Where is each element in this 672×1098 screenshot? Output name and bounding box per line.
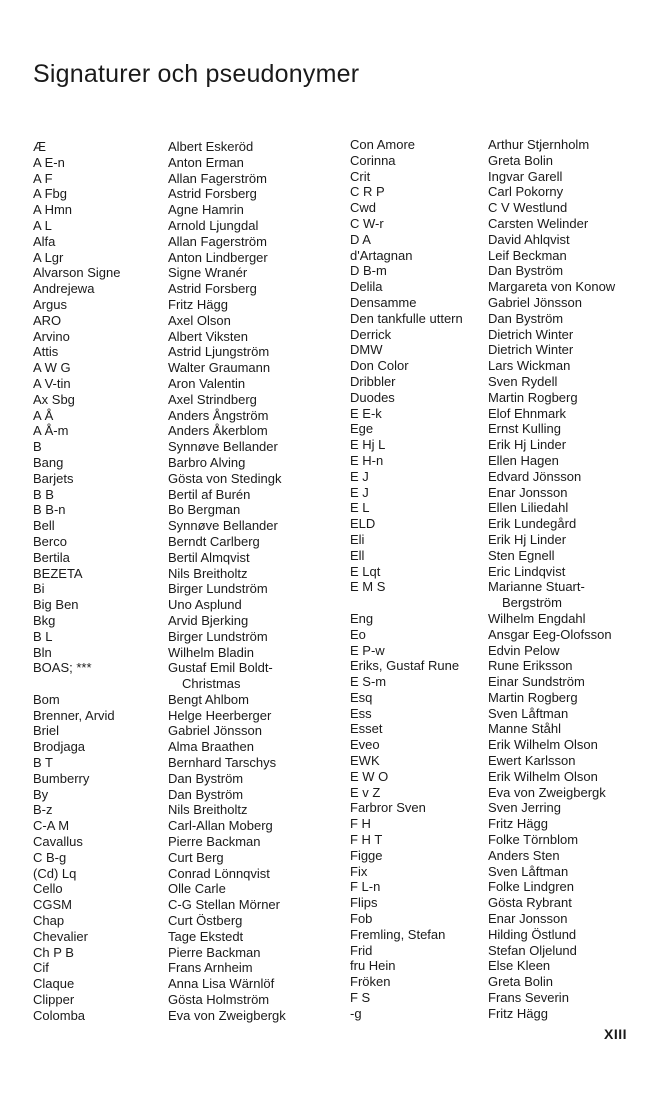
left-signatures-column bbox=[33, 139, 120, 1024]
author-name: Albert Eskeröd bbox=[168, 139, 254, 154]
signature-entry: Ess bbox=[350, 705, 372, 721]
author-name: Carsten Welinder bbox=[488, 215, 589, 231]
author-name: Gösta Holmström bbox=[168, 992, 270, 1008]
signature-entry: Eli bbox=[350, 531, 365, 547]
author-name: Elof Ehnmark bbox=[488, 405, 567, 421]
author-name: Anders Sten bbox=[488, 847, 560, 863]
author-name: Lars Wickman bbox=[488, 358, 571, 374]
author-name: Curt Östberg bbox=[168, 913, 243, 929]
author-name: Anders Ångström bbox=[168, 407, 269, 423]
author-name: Gösta von Stedingk bbox=[168, 470, 282, 486]
author-name: Conrad Lönnqvist bbox=[168, 865, 270, 881]
signature-entry: Figge bbox=[350, 847, 383, 863]
signature-entry: E P-w bbox=[350, 642, 385, 658]
author-name: Enar Jonsson bbox=[488, 911, 568, 927]
signature-entry: BEZETA bbox=[33, 565, 83, 581]
signature-entry: E Lqt bbox=[350, 563, 381, 579]
signature-entry: Fob bbox=[350, 911, 373, 927]
signature-entry: Con Amore bbox=[350, 137, 416, 152]
author-name: Leif Beckman bbox=[488, 247, 567, 263]
author-name: Carl Pokorny bbox=[488, 184, 564, 200]
author-name: Ingvar Garell bbox=[488, 168, 563, 184]
signature-entry: Alfa bbox=[33, 233, 56, 249]
author-name: Edvin Pelow bbox=[488, 642, 560, 658]
signature-entry: Colomba bbox=[33, 1007, 86, 1023]
signature-entry: Don Color bbox=[350, 358, 409, 374]
signature-entry: Derrick bbox=[350, 326, 392, 342]
author-name: Erik Lundegård bbox=[488, 516, 577, 532]
author-name: Margareta von Konow bbox=[488, 279, 616, 295]
author-name: Axel Olson bbox=[168, 312, 231, 328]
author-name: Ewert Karlsson bbox=[488, 753, 576, 769]
author-name: Folke Lindgren bbox=[488, 879, 574, 895]
author-name: Allan Fagerström bbox=[168, 170, 267, 186]
signature-entry: A Hmn bbox=[33, 202, 73, 218]
signature-entry: Densamme bbox=[350, 294, 417, 310]
signature-entry: Cello bbox=[33, 881, 63, 897]
author-name: Carl-Allan Moberg bbox=[168, 818, 273, 834]
signature-entry: Dribbler bbox=[350, 373, 396, 389]
signature-entry: d'Artagnan bbox=[350, 247, 413, 263]
signature-entry: EWK bbox=[350, 753, 380, 769]
author-name: Ellen Hagen bbox=[488, 452, 559, 468]
author-name: Nils Breitholtz bbox=[168, 565, 248, 581]
author-name: Ernst Kulling bbox=[488, 421, 561, 437]
signature-entry: A L bbox=[33, 217, 52, 233]
author-name: Astrid Forsberg bbox=[168, 281, 257, 297]
author-name: Eva von Zweigbergk bbox=[168, 1007, 286, 1023]
signature-entry: Cif bbox=[33, 960, 49, 976]
signature-entry: F S bbox=[350, 990, 371, 1006]
author-name: Sven Låftman bbox=[488, 705, 569, 721]
signature-entry: Fix bbox=[350, 863, 368, 879]
signature-entry: C-A M bbox=[33, 818, 70, 834]
author-name: C V Westlund bbox=[488, 200, 568, 216]
signature-entry: Æ bbox=[33, 139, 46, 154]
signature-entry: A Å-m bbox=[33, 423, 69, 439]
signature-entry: Alvarson Signe bbox=[33, 265, 121, 281]
signature-entry: Den tankfulle uttern bbox=[350, 310, 463, 326]
signature-entry: B B bbox=[33, 486, 54, 502]
signature-entry: A Å bbox=[33, 407, 54, 423]
signature-entry: Attis bbox=[33, 344, 59, 360]
author-name: Anders Åkerblom bbox=[168, 423, 268, 439]
author-name: Albert Viksten bbox=[168, 328, 248, 344]
author-name: Anton Lindberger bbox=[168, 249, 268, 265]
signature-entry: Duodes bbox=[350, 389, 395, 405]
signature-entry: E J bbox=[350, 468, 369, 484]
signature-entry: C R P bbox=[350, 184, 385, 200]
signature-entry: E v Z bbox=[350, 784, 381, 800]
author-name: Walter Graumann bbox=[168, 360, 271, 376]
author-name: Arvid Bjerking bbox=[168, 612, 249, 628]
author-name: Astrid Forsberg bbox=[168, 186, 257, 202]
author-name: Aron Valentin bbox=[168, 375, 246, 391]
signature-entry: Eng bbox=[350, 610, 374, 626]
author-name: Astrid Ljungström bbox=[168, 344, 270, 360]
signature-entry: Flips bbox=[350, 895, 378, 911]
signature-entry: C B-g bbox=[33, 849, 67, 865]
author-name: Dan Byström bbox=[488, 263, 564, 279]
signature-entry: Cavallus bbox=[33, 834, 83, 850]
signature-entry: Bertila bbox=[33, 549, 70, 565]
signature-entry: fru Hein bbox=[350, 958, 396, 974]
author-name: Erik Wilhelm Olson bbox=[488, 768, 598, 784]
author-name: Erik Hj Linder bbox=[488, 531, 567, 547]
author-name: Erik Wilhelm Olson bbox=[488, 737, 598, 753]
signature-entry: BOAS; *** bbox=[33, 660, 92, 676]
signature-entry: Berco bbox=[33, 533, 67, 549]
author-name: Marianne Stuart- bbox=[488, 579, 585, 595]
author-name: Martin Rogberg bbox=[488, 389, 578, 405]
signature-entry: F H T bbox=[350, 832, 383, 848]
author-name: Bertil af Burén bbox=[168, 486, 251, 502]
signature-entry: A E-n bbox=[33, 154, 65, 170]
author-name: Greta Bolin bbox=[488, 152, 554, 168]
author-name: Gustaf Emil Boldt- bbox=[168, 660, 273, 676]
signature-entry: Ell bbox=[350, 547, 365, 563]
author-name: Arthur Stjernholm bbox=[488, 137, 590, 152]
signature-entry: Bi bbox=[33, 581, 45, 597]
author-name: Pierre Backman bbox=[168, 944, 261, 960]
author-name: C-G Stellan Mörner bbox=[168, 897, 280, 913]
signature-entry: Eriks, Gustaf Rune bbox=[350, 658, 460, 674]
author-name: Einar Sundström bbox=[488, 674, 585, 690]
author-name: Bengt Ahlbom bbox=[168, 691, 249, 707]
author-name: Bergström bbox=[502, 595, 562, 611]
author-name: Sten Egnell bbox=[488, 547, 555, 563]
author-name: Edvard Jönsson bbox=[488, 468, 582, 484]
signature-entry: A V-tin bbox=[33, 375, 71, 391]
author-name: Berndt Carlberg bbox=[168, 533, 260, 549]
signature-entry: Ege bbox=[350, 421, 374, 437]
signature-entry: Arvino bbox=[33, 328, 70, 344]
signature-entry: Briel bbox=[33, 723, 60, 739]
author-name: Ansgar Eeg-Olofsson bbox=[488, 626, 612, 642]
author-name: Bo Bergman bbox=[168, 502, 241, 518]
signature-entry: Eveo bbox=[350, 737, 380, 753]
author-name: Anna Lisa Wärnlöf bbox=[168, 976, 275, 992]
signature-entry: A W G bbox=[33, 360, 71, 376]
signature-entry: Corinna bbox=[350, 152, 396, 168]
signature-entry: E S-m bbox=[350, 674, 387, 690]
author-name: Dan Byström bbox=[168, 786, 244, 802]
author-name: Nils Breitholtz bbox=[168, 802, 248, 818]
signature-entry: ARO bbox=[33, 312, 62, 328]
signature-entry: Fröken bbox=[350, 974, 391, 990]
author-name: Fritz Hägg bbox=[168, 296, 228, 312]
signature-entry: D A bbox=[350, 231, 371, 247]
signature-entry: Fremling, Stefan bbox=[350, 926, 446, 942]
signature-entry: Chevalier bbox=[33, 928, 88, 944]
author-name: Allan Fagerström bbox=[168, 233, 267, 249]
signature-entry: E Hj L bbox=[350, 437, 386, 453]
author-name: Uno Asplund bbox=[168, 597, 242, 613]
author-name: Helge Heerberger bbox=[168, 707, 272, 723]
signature-entry: A Fbg bbox=[33, 186, 67, 202]
signature-entry: CGSM bbox=[33, 897, 72, 913]
author-name: Anton Erman bbox=[168, 154, 244, 170]
author-name: Synnøve Bellander bbox=[168, 518, 278, 534]
right-signatures-column bbox=[350, 137, 463, 1022]
author-name: Folke Törnblom bbox=[488, 832, 579, 848]
signature-entry: Eo bbox=[350, 626, 366, 642]
signature-entry: Andrejewa bbox=[33, 281, 95, 297]
signature-entry: By bbox=[33, 786, 49, 802]
signature-entry bbox=[350, 595, 463, 611]
author-name: Tage Ekstedt bbox=[168, 928, 244, 944]
author-name: Eric Lindqvist bbox=[488, 563, 566, 579]
author-name: Wilhelm Engdahl bbox=[488, 610, 586, 626]
signature-entry: (Cd) Lq bbox=[33, 865, 77, 881]
signature-entry: Bang bbox=[33, 454, 64, 470]
author-name: Signe Wranér bbox=[168, 265, 248, 281]
signature-entry: Big Ben bbox=[33, 597, 79, 613]
author-name: Gösta Rybrant bbox=[488, 895, 572, 911]
signature-entry: -g bbox=[350, 1005, 362, 1021]
signature-entry: Frid bbox=[350, 942, 373, 958]
author-name: Frans Severin bbox=[488, 990, 569, 1006]
signature-entry: Ch P B bbox=[33, 944, 74, 960]
signature-entry bbox=[33, 676, 120, 692]
author-name: Hilding Östlund bbox=[488, 926, 577, 942]
right-names-column bbox=[488, 137, 615, 1022]
signature-entry: Esset bbox=[350, 721, 383, 737]
page-title: Signaturer och pseudonymer bbox=[33, 60, 360, 88]
author-name: Curt Berg bbox=[168, 849, 224, 865]
author-name: Pierre Backman bbox=[168, 834, 261, 850]
author-name: Wilhelm Bladin bbox=[168, 644, 254, 660]
author-name: Dietrich Winter bbox=[488, 326, 574, 342]
signature-entry: Farbror Sven bbox=[350, 800, 426, 816]
author-name: Bernhard Tarschys bbox=[168, 755, 277, 771]
author-name: Ellen Liliedahl bbox=[488, 500, 569, 516]
author-name: Else Kleen bbox=[488, 958, 551, 974]
signature-entry: Bln bbox=[33, 644, 52, 660]
author-name: Erik Hj Linder bbox=[488, 437, 567, 453]
signature-entry: B B-n bbox=[33, 502, 66, 518]
signature-entry: E L bbox=[350, 500, 370, 516]
signature-entry: E J bbox=[350, 484, 369, 500]
page-number: XIII bbox=[604, 1026, 628, 1042]
author-name: Enar Jonsson bbox=[488, 484, 568, 500]
author-name: Dan Byström bbox=[168, 770, 244, 786]
signature-entry: B T bbox=[33, 755, 53, 771]
author-name: Synnøve Bellander bbox=[168, 439, 278, 455]
signature-entry: C W-r bbox=[350, 215, 384, 231]
author-name: Agne Hamrin bbox=[168, 202, 244, 218]
signature-entry: Brodjaga bbox=[33, 739, 86, 755]
signature-entry: Barjets bbox=[33, 470, 74, 486]
signature-entry: Bom bbox=[33, 691, 60, 707]
author-name: Dan Byström bbox=[488, 310, 564, 326]
author-name: Olle Carle bbox=[168, 881, 226, 897]
signature-entry: Claque bbox=[33, 976, 75, 992]
author-name: Sven Jerring bbox=[488, 800, 561, 816]
signature-entry: B L bbox=[33, 628, 53, 644]
signature-entry: F H bbox=[350, 816, 371, 832]
signature-entry: Clipper bbox=[33, 992, 75, 1008]
signature-entry: E E-k bbox=[350, 405, 382, 421]
author-name: Alma Braathen bbox=[168, 739, 254, 755]
author-name: Christmas bbox=[182, 676, 241, 692]
signature-entry: A F bbox=[33, 170, 53, 186]
author-name: Frans Arnheim bbox=[168, 960, 253, 976]
left-names-column bbox=[168, 139, 286, 1024]
author-name: Manne Ståhl bbox=[488, 721, 561, 737]
signature-entry: B-z bbox=[33, 802, 53, 818]
signature-entry: Crit bbox=[350, 168, 371, 184]
signature-entry: A Lgr bbox=[33, 249, 64, 265]
signature-entry: E H-n bbox=[350, 452, 384, 468]
author-name: Birger Lundström bbox=[168, 628, 268, 644]
author-name: Birger Lundström bbox=[168, 581, 268, 597]
signature-entry: Cwd bbox=[350, 200, 377, 216]
author-name: Gabriel Jönsson bbox=[168, 723, 262, 739]
signature-entry: Esq bbox=[350, 689, 373, 705]
signature-entry: Bkg bbox=[33, 612, 56, 628]
signature-entry: Chap bbox=[33, 913, 65, 929]
author-name: Rune Eriksson bbox=[488, 658, 573, 674]
signature-entry: B bbox=[33, 439, 42, 455]
author-name: Bertil Almqvist bbox=[168, 549, 250, 565]
signature-entry: Bumberry bbox=[33, 770, 90, 786]
author-name: Gabriel Jönsson bbox=[488, 294, 582, 310]
author-name: Martin Rogberg bbox=[488, 689, 578, 705]
author-name: David Ahlqvist bbox=[488, 231, 570, 247]
signature-entry: D B-m bbox=[350, 263, 387, 279]
signature-entry: Bell bbox=[33, 518, 55, 534]
author-name: Stefan Oljelund bbox=[488, 942, 577, 958]
signature-entry: Delila bbox=[350, 279, 383, 295]
author-name: Fritz Hägg bbox=[488, 1005, 548, 1021]
author-name: Axel Strindberg bbox=[168, 391, 257, 407]
signature-entry: Brenner, Arvid bbox=[33, 707, 115, 723]
signature-entry: E M S bbox=[350, 579, 386, 595]
author-name: Eva von Zweigbergk bbox=[488, 784, 606, 800]
author-name: Dietrich Winter bbox=[488, 342, 574, 358]
author-name: Barbro Alving bbox=[168, 454, 246, 470]
signature-entry: ELD bbox=[350, 516, 376, 532]
author-name: Arnold Ljungdal bbox=[168, 217, 259, 233]
signature-entry: F L-n bbox=[350, 879, 381, 895]
author-name: Sven Rydell bbox=[488, 373, 558, 389]
signature-entry: Ax Sbg bbox=[33, 391, 75, 407]
author-name: Fritz Hägg bbox=[488, 816, 548, 832]
author-name: Sven Låftman bbox=[488, 863, 569, 879]
signature-entry: E W O bbox=[350, 768, 389, 784]
author-name: Greta Bolin bbox=[488, 974, 554, 990]
signature-entry: DMW bbox=[350, 342, 383, 358]
signature-entry: Argus bbox=[33, 296, 67, 312]
